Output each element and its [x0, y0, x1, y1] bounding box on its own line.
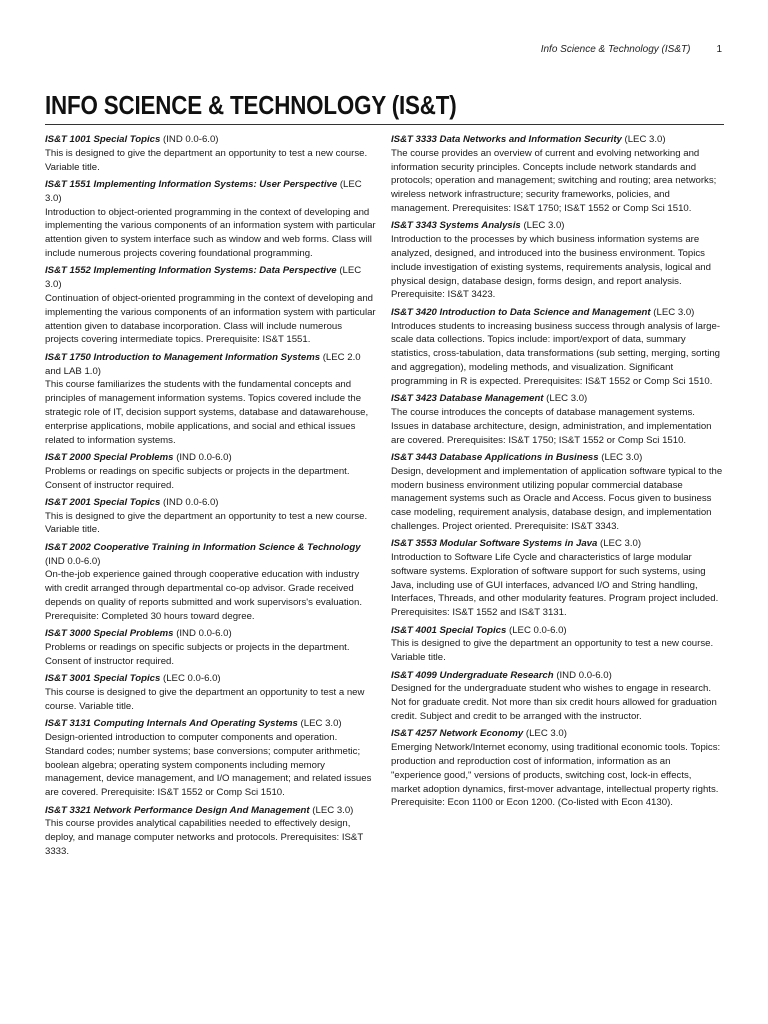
course-description: This is designed to give the department an opportunity to test a new course. Variable title. [45, 147, 368, 173]
course-entry [391, 537, 723, 620]
course-entry [391, 669, 723, 724]
course-description: This is designed to give the department an opportunity to test a new course. Variable title. [391, 638, 714, 664]
course-entry [391, 306, 723, 389]
course-credits: (IND 0.0-6.0) [163, 496, 219, 508]
course-code-title: IS&T 3343 Systems Analysis [391, 220, 521, 232]
course-heading [45, 541, 377, 569]
course-credits: (LEC 3.0) [653, 306, 695, 318]
course-code-title: IS&T 2002 Cooperative Training in Information Science & Technology [45, 541, 361, 553]
course-code-title: IS&T 3553 Modular Software Systems in Java [391, 538, 598, 550]
course-description: Problems or readings on specific subjects or projects in the department. Consent of instructor required. [45, 465, 350, 491]
course-entry [45, 496, 377, 537]
course-code-title: IS&T 1750 Introduction to Management Information Systems [45, 351, 321, 363]
course-entry [391, 451, 723, 534]
course-heading [391, 537, 723, 551]
course-code-title: IS&T 1001 Special Topics [45, 134, 161, 145]
course-heading [391, 392, 723, 406]
course-code-title: IS&T 3420 Introduction to Data Science and Management [391, 306, 651, 318]
course-description: Design, development and implementation of application software typical to the modern business environment utilizing popular commercial database management systems such as Oracle and Access. Focus given to business case modeling, requirement analysis, database design, and implementation challenges. Project oriented. Prerequisite: IS&T 3343. [391, 465, 723, 532]
course-credits: (LEC 3.0) [600, 538, 642, 550]
course-credits: (LEC 3.0) [45, 178, 362, 204]
course-entry [45, 178, 377, 261]
course-code-title: IS&T 3321 Network Performance Design And Management [45, 804, 310, 816]
course-credits: (IND 0.0-6.0) [45, 555, 101, 567]
course-entry [391, 133, 723, 216]
course-heading [391, 624, 723, 638]
course-credits: (LEC 3.0) [312, 804, 354, 816]
course-heading [391, 306, 723, 320]
course-entry [391, 392, 723, 447]
page-title: INFO SCIENCE & TECHNOLOGY (IS&T) [45, 90, 457, 120]
right-column [391, 133, 723, 814]
course-description: On-the-job experience gained through cooperative education with industry with credit arranged through departmental co-op advisor. Grade received depends on quality of reports submitted and work supervisors's evaluation. Prerequisite: Completed 30 hours toward degree. [45, 569, 363, 622]
course-heading [391, 219, 723, 233]
course-code-title: IS&T 3000 Special Problems [45, 628, 174, 640]
course-entry [391, 219, 723, 302]
course-credits: (IND 0.0-6.0) [556, 669, 612, 681]
course-description: This course is designed to give the department an opportunity to test a new course. Variable title. [45, 687, 365, 712]
course-credits: (LEC 3.0) [45, 265, 362, 291]
course-code-title: IS&T 3001 Special Topics [45, 673, 161, 685]
course-code-title: IS&T 4257 Network Economy [391, 728, 524, 740]
course-heading [45, 496, 377, 510]
course-description: Problems or readings on specific subjects or projects in the department. Consent of instructor required. [45, 642, 350, 667]
course-code-title: IS&T 1552 Implementing Information Systems: Data Perspective [45, 265, 337, 277]
course-heading [391, 133, 723, 147]
course-credits: (LEC 2.0 and LAB 1.0) [45, 351, 361, 377]
course-description: Continuation of object-oriented programming in the context of developing and implementing the various components of an information system with particular attention given to database incorporation. Class will include numerous projects covering intermediate topics. Prerequisite: IS&T 1551. [45, 292, 376, 346]
course-code-title: IS&T 3423 Database Management [391, 393, 544, 405]
course-description: Designed for the undergraduate student who wishes to engage in research. Not for graduate credit. Not more than six credit hours allowed for graduation credit. Subject and credit to be arranged with the instructor. [391, 683, 717, 723]
course-entry [45, 133, 377, 174]
course-entry [45, 264, 377, 347]
course-code-title: IS&T 3131 Computing Internals And Operating Systems [45, 718, 298, 730]
course-description: Introduction to the processes by which business information systems are analyzed, designed, and introduced into the business environment. Topics include investigation of existing systems, requirements analysis, logical and physical design, database design, forms design, and report analysis. Prerequisite: IS&T 3423. [391, 234, 711, 301]
course-heading [45, 627, 377, 641]
course-heading [45, 178, 377, 206]
course-description: The course provides an overview of current and evolving networking and information security principles. Concepts include network standards and protocols; operation and management; switching and routing; area networks; wireless network infrastructure; security frameworks, policies, and management. Prerequisites: IS&T 1750; IS&T 1552 or Comp Sci 1510. [391, 147, 717, 214]
course-credits: (IND 0.0-6.0) [176, 451, 232, 463]
course-code-title: IS&T 4001 Special Topics [391, 624, 507, 636]
course-heading [45, 717, 377, 731]
course-credits: (IND 0.0-6.0) [163, 134, 219, 145]
course-heading [391, 451, 723, 465]
course-entry [45, 451, 377, 492]
course-code-title: IS&T 2001 Special Topics [45, 496, 161, 508]
course-heading [45, 264, 377, 292]
page-number: 1 [716, 44, 722, 55]
course-description: Emerging Network/Internet economy, using traditional economic tools. Topics: production and reproduction cost of information, information as an "experience good," versions of products, switching cost, lock-in effects, market adoption dynamics, first-mover advantage, intellectual property rights. Prerequisite: Econ 1100 or Econ 1200. (Co-listed with Econ 4130). [391, 742, 721, 809]
course-description: This course provides analytical capabilities needed to effectively design, deploy, and manage computer networks and protocols. Prerequisites: IS&T 3333. [45, 818, 364, 857]
course-description: The course introduces the concepts of database management systems. Issues in database architecture, design, administration, and implementation are covered. Prerequisites: IS&T 1750; IS&T 1552 or Comp Sci 1510. [391, 406, 712, 446]
course-description: Introduction to Software Life Cycle and characteristics of large modular software systems. Exploration of software support for such systems, using Java, including use of GUI interfaces, advanced I/O and String handling, Interfaces, Threads, and other modularity features. Program project included. Prerequisites: IS&T 1552 and IS&T 3131. [391, 552, 719, 619]
course-heading [45, 133, 377, 147]
running-header [541, 44, 722, 55]
course-entry [45, 672, 377, 713]
course-code-title: IS&T 4099 Undergraduate Research [391, 669, 554, 681]
course-description: This course familiarizes the students with the fundamental concepts and principles of management information systems. Topics covered include the strategic role of IT, decision support systems, database and datawarehouse, enterprise applications, mobile applications, and social and ethical issues related to information systems. [45, 379, 369, 446]
course-entry [45, 804, 377, 859]
title-rule [45, 124, 724, 125]
course-heading [45, 804, 377, 818]
course-code-title: IS&T 1551 Implementing Information Systems: User Perspective [45, 178, 338, 190]
course-code-title: IS&T 3443 Database Applications in Business [391, 451, 599, 463]
course-entry [45, 541, 377, 624]
course-description: This is designed to give the department an opportunity to test a new course. Variable title. [45, 510, 368, 536]
course-credits: (LEC 3.0) [523, 220, 565, 232]
course-description: Introduces students to increasing business success through analysis of large-scale data collections. Topics include: import/export of data, summary statistics, cross-tabulation, data transformations (sub setting, merging, sorting and aggregation), modeling methods, and visualization. Significant programming in R is expected. Prerequisites: IS&T 1552 or Comp Sci 1510. [391, 320, 721, 387]
course-description: Design-oriented introduction to computer components and operation. Standard codes; number systems; base conversions; computer arithmetic; boolean algebra; operating system components including memory management, device management, and I/O management; and related issues are covered. Prerequisite: IS&T 1552 or Comp Sci 1510. [45, 732, 372, 799]
course-credits: (LEC 0.0-6.0) [163, 673, 221, 685]
course-credits: (LEC 3.0) [546, 393, 588, 405]
course-entry [391, 624, 723, 665]
course-heading [45, 451, 377, 465]
course-entry [45, 627, 377, 668]
course-code-title: IS&T 3333 Data Networks and Information Security [391, 134, 622, 145]
course-description: Introduction to object-oriented programming in the context of developing and implementing the various components of an information system with particular attention given to system interface such as window and web forms. Class will include numerous projects covering foundational programming. [45, 206, 376, 259]
course-heading [45, 351, 377, 379]
course-credits: (LEC 3.0) [300, 718, 342, 730]
course-entry [391, 727, 723, 810]
course-code-title: IS&T 2000 Special Problems [45, 451, 174, 463]
course-heading [391, 669, 723, 683]
course-credits: (LEC 3.0) [601, 451, 643, 463]
course-credits: (LEC 3.0) [525, 728, 567, 740]
course-heading [391, 727, 723, 741]
course-credits: (IND 0.0-6.0) [176, 628, 232, 640]
running-title: Info Science & Technology (IS&T) [540, 44, 691, 55]
course-heading [45, 672, 377, 686]
left-column [45, 133, 377, 862]
course-credits: (LEC 3.0) [624, 134, 666, 145]
course-credits: (LEC 0.0-6.0) [509, 624, 567, 636]
course-entry [45, 717, 377, 800]
course-entry [45, 351, 377, 448]
